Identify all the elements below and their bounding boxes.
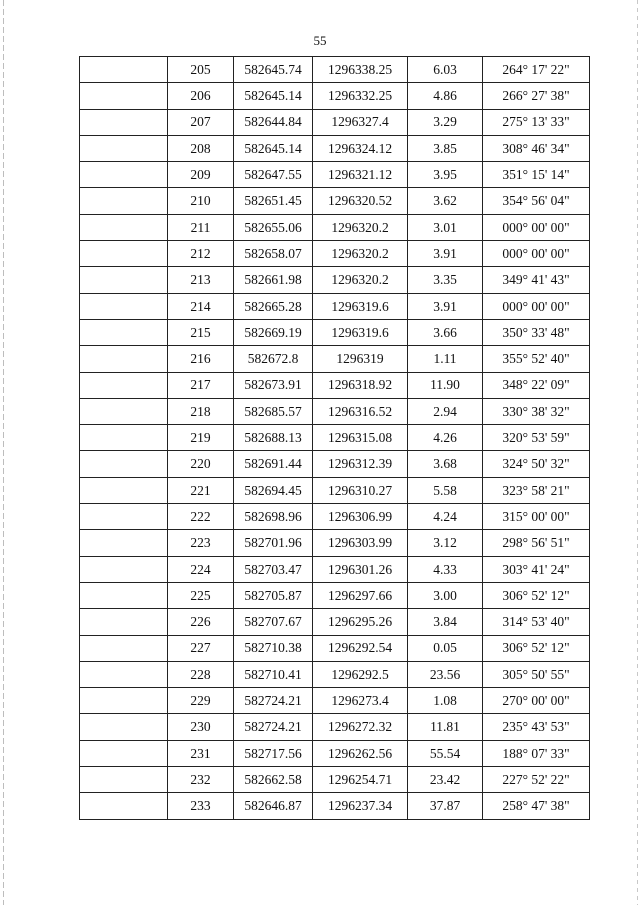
table-row <box>80 530 590 556</box>
distance-cell: 4.24 <box>408 504 483 530</box>
y-coordinate-cell: 1296292.5 <box>313 661 408 687</box>
parcel-cell <box>80 688 168 714</box>
distance-cell: 3.29 <box>408 109 483 135</box>
parcel-cell <box>80 530 168 556</box>
y-coordinate-cell: 1296301.26 <box>313 556 408 582</box>
y-coordinate-cell: 1296262.56 <box>313 740 408 766</box>
distance-cell: 2.94 <box>408 398 483 424</box>
point-number-cell: 220 <box>168 451 234 477</box>
x-coordinate-cell: 582658.07 <box>234 241 313 267</box>
point-number-cell: 207 <box>168 109 234 135</box>
bearing-cell: 266° 27' 38" <box>483 83 590 109</box>
bearing-cell: 320° 53' 59" <box>483 425 590 451</box>
bearing-cell: 354° 56' 04" <box>483 188 590 214</box>
bearing-cell: 324° 50' 32" <box>483 451 590 477</box>
coordinates-table-body <box>80 57 590 820</box>
x-coordinate-cell: 582701.96 <box>234 530 313 556</box>
point-number-cell: 218 <box>168 398 234 424</box>
y-coordinate-cell: 1296316.52 <box>313 398 408 424</box>
bearing-cell: 350° 33' 48" <box>483 319 590 345</box>
table-row <box>80 109 590 135</box>
parcel-cell <box>80 477 168 503</box>
parcel-cell <box>80 609 168 635</box>
table-row <box>80 241 590 267</box>
parcel-cell <box>80 661 168 687</box>
point-number-cell: 209 <box>168 162 234 188</box>
table-row <box>80 688 590 714</box>
x-coordinate-cell: 582724.21 <box>234 688 313 714</box>
point-number-cell: 230 <box>168 714 234 740</box>
x-coordinate-cell: 582685.57 <box>234 398 313 424</box>
bearing-cell: 275° 13' 33" <box>483 109 590 135</box>
x-coordinate-cell: 582645.14 <box>234 83 313 109</box>
y-coordinate-cell: 1296320.52 <box>313 188 408 214</box>
parcel-cell <box>80 267 168 293</box>
parcel-cell <box>80 109 168 135</box>
x-coordinate-cell: 582688.13 <box>234 425 313 451</box>
parcel-cell <box>80 214 168 240</box>
table-row <box>80 135 590 161</box>
table-row <box>80 398 590 424</box>
bearing-cell: 000° 00' 00" <box>483 214 590 240</box>
parcel-cell <box>80 556 168 582</box>
y-coordinate-cell: 1296327.4 <box>313 109 408 135</box>
point-number-cell: 233 <box>168 793 234 819</box>
scan-edge-left <box>3 0 4 905</box>
distance-cell: 4.86 <box>408 83 483 109</box>
x-coordinate-cell: 582694.45 <box>234 477 313 503</box>
table-row <box>80 714 590 740</box>
x-coordinate-cell: 582655.06 <box>234 214 313 240</box>
point-number-cell: 228 <box>168 661 234 687</box>
table-row <box>80 767 590 793</box>
x-coordinate-cell: 582645.74 <box>234 57 313 83</box>
distance-cell: 1.08 <box>408 688 483 714</box>
table-row <box>80 609 590 635</box>
parcel-cell <box>80 346 168 372</box>
y-coordinate-cell: 1296315.08 <box>313 425 408 451</box>
bearing-cell: 306° 52' 12" <box>483 635 590 661</box>
y-coordinate-cell: 1296312.39 <box>313 451 408 477</box>
x-coordinate-cell: 582662.58 <box>234 767 313 793</box>
distance-cell: 3.91 <box>408 241 483 267</box>
y-coordinate-cell: 1296338.25 <box>313 57 408 83</box>
table-row <box>80 740 590 766</box>
point-number-cell: 229 <box>168 688 234 714</box>
table-row <box>80 425 590 451</box>
point-number-cell: 205 <box>168 57 234 83</box>
distance-cell: 3.01 <box>408 214 483 240</box>
bearing-cell: 305° 50' 55" <box>483 661 590 687</box>
table-row <box>80 556 590 582</box>
x-coordinate-cell: 582717.56 <box>234 740 313 766</box>
bearing-cell: 258° 47' 38" <box>483 793 590 819</box>
y-coordinate-cell: 1296319.6 <box>313 319 408 345</box>
bearing-cell: 264° 17' 22" <box>483 57 590 83</box>
distance-cell: 3.35 <box>408 267 483 293</box>
distance-cell: 3.84 <box>408 609 483 635</box>
distance-cell: 3.95 <box>408 162 483 188</box>
distance-cell: 0.05 <box>408 635 483 661</box>
point-number-cell: 208 <box>168 135 234 161</box>
distance-cell: 5.58 <box>408 477 483 503</box>
y-coordinate-cell: 1296295.26 <box>313 609 408 635</box>
x-coordinate-cell: 582710.38 <box>234 635 313 661</box>
y-coordinate-cell: 1296306.99 <box>313 504 408 530</box>
y-coordinate-cell: 1296319 <box>313 346 408 372</box>
bearing-cell: 315° 00' 00" <box>483 504 590 530</box>
point-number-cell: 222 <box>168 504 234 530</box>
table-row <box>80 267 590 293</box>
distance-cell: 11.90 <box>408 372 483 398</box>
parcel-cell <box>80 293 168 319</box>
x-coordinate-cell: 582707.67 <box>234 609 313 635</box>
distance-cell: 11.81 <box>408 714 483 740</box>
table-row <box>80 635 590 661</box>
point-number-cell: 219 <box>168 425 234 451</box>
bearing-cell: 000° 00' 00" <box>483 293 590 319</box>
table-row <box>80 477 590 503</box>
x-coordinate-cell: 582691.44 <box>234 451 313 477</box>
x-coordinate-cell: 582710.41 <box>234 661 313 687</box>
y-coordinate-cell: 1296320.2 <box>313 214 408 240</box>
parcel-cell <box>80 793 168 819</box>
x-coordinate-cell: 582705.87 <box>234 582 313 608</box>
bearing-cell: 349° 41' 43" <box>483 267 590 293</box>
bearing-cell: 330° 38' 32" <box>483 398 590 424</box>
parcel-cell <box>80 162 168 188</box>
y-coordinate-cell: 1296273.4 <box>313 688 408 714</box>
table-row <box>80 293 590 319</box>
point-number-cell: 215 <box>168 319 234 345</box>
parcel-cell <box>80 135 168 161</box>
parcel-cell <box>80 425 168 451</box>
point-number-cell: 224 <box>168 556 234 582</box>
point-number-cell: 216 <box>168 346 234 372</box>
bearing-cell: 348° 22' 09" <box>483 372 590 398</box>
parcel-cell <box>80 319 168 345</box>
scan-edge-right <box>637 0 638 905</box>
x-coordinate-cell: 582703.47 <box>234 556 313 582</box>
distance-cell: 23.56 <box>408 661 483 687</box>
point-number-cell: 232 <box>168 767 234 793</box>
table-row <box>80 793 590 819</box>
table-row <box>80 188 590 214</box>
x-coordinate-cell: 582644.84 <box>234 109 313 135</box>
point-number-cell: 231 <box>168 740 234 766</box>
bearing-cell: 227° 52' 22" <box>483 767 590 793</box>
table-row <box>80 214 590 240</box>
bearing-cell: 306° 52' 12" <box>483 582 590 608</box>
parcel-cell <box>80 714 168 740</box>
table-row <box>80 346 590 372</box>
x-coordinate-cell: 582673.91 <box>234 372 313 398</box>
distance-cell: 3.68 <box>408 451 483 477</box>
y-coordinate-cell: 1296321.12 <box>313 162 408 188</box>
y-coordinate-cell: 1296292.54 <box>313 635 408 661</box>
bearing-cell: 314° 53' 40" <box>483 609 590 635</box>
y-coordinate-cell: 1296332.25 <box>313 83 408 109</box>
parcel-cell <box>80 767 168 793</box>
x-coordinate-cell: 582645.14 <box>234 135 313 161</box>
x-coordinate-cell: 582669.19 <box>234 319 313 345</box>
y-coordinate-cell: 1296272.32 <box>313 714 408 740</box>
y-coordinate-cell: 1296310.27 <box>313 477 408 503</box>
point-number-cell: 206 <box>168 83 234 109</box>
bearing-cell: 351° 15' 14" <box>483 162 590 188</box>
parcel-cell <box>80 372 168 398</box>
table-row <box>80 162 590 188</box>
parcel-cell <box>80 57 168 83</box>
distance-cell: 3.91 <box>408 293 483 319</box>
bearing-cell: 298° 56' 51" <box>483 530 590 556</box>
y-coordinate-cell: 1296254.71 <box>313 767 408 793</box>
y-coordinate-cell: 1296319.6 <box>313 293 408 319</box>
bearing-cell: 235° 43' 53" <box>483 714 590 740</box>
x-coordinate-cell: 582661.98 <box>234 267 313 293</box>
point-number-cell: 225 <box>168 582 234 608</box>
x-coordinate-cell: 582647.55 <box>234 162 313 188</box>
parcel-cell <box>80 188 168 214</box>
point-number-cell: 212 <box>168 241 234 267</box>
distance-cell: 3.00 <box>408 582 483 608</box>
x-coordinate-cell: 582665.28 <box>234 293 313 319</box>
bearing-cell: 303° 41' 24" <box>483 556 590 582</box>
point-number-cell: 227 <box>168 635 234 661</box>
y-coordinate-cell: 1296297.66 <box>313 582 408 608</box>
point-number-cell: 210 <box>168 188 234 214</box>
point-number-cell: 226 <box>168 609 234 635</box>
parcel-cell <box>80 504 168 530</box>
coordinates-table <box>79 56 590 820</box>
distance-cell: 3.12 <box>408 530 483 556</box>
bearing-cell: 188° 07' 33" <box>483 740 590 766</box>
bearing-cell: 355° 52' 40" <box>483 346 590 372</box>
point-number-cell: 214 <box>168 293 234 319</box>
distance-cell: 3.85 <box>408 135 483 161</box>
bearing-cell: 000° 00' 00" <box>483 241 590 267</box>
y-coordinate-cell: 1296320.2 <box>313 241 408 267</box>
parcel-cell <box>80 740 168 766</box>
distance-cell: 23.42 <box>408 767 483 793</box>
distance-cell: 3.62 <box>408 188 483 214</box>
bearing-cell: 308° 46' 34" <box>483 135 590 161</box>
x-coordinate-cell: 582698.96 <box>234 504 313 530</box>
x-coordinate-cell: 582646.87 <box>234 793 313 819</box>
table-row <box>80 582 590 608</box>
parcel-cell <box>80 635 168 661</box>
distance-cell: 3.66 <box>408 319 483 345</box>
table-row <box>80 57 590 83</box>
table-row <box>80 451 590 477</box>
point-number-cell: 211 <box>168 214 234 240</box>
point-number-cell: 221 <box>168 477 234 503</box>
bearing-cell: 323° 58' 21" <box>483 477 590 503</box>
distance-cell: 1.11 <box>408 346 483 372</box>
x-coordinate-cell: 582672.8 <box>234 346 313 372</box>
table-row <box>80 83 590 109</box>
y-coordinate-cell: 1296237.34 <box>313 793 408 819</box>
distance-cell: 55.54 <box>408 740 483 766</box>
parcel-cell <box>80 83 168 109</box>
y-coordinate-cell: 1296320.2 <box>313 267 408 293</box>
distance-cell: 4.26 <box>408 425 483 451</box>
distance-cell: 4.33 <box>408 556 483 582</box>
table-row <box>80 661 590 687</box>
parcel-cell <box>80 241 168 267</box>
parcel-cell <box>80 451 168 477</box>
table-row <box>80 319 590 345</box>
point-number-cell: 213 <box>168 267 234 293</box>
table-row <box>80 504 590 530</box>
x-coordinate-cell: 582651.45 <box>234 188 313 214</box>
page-number: 55 <box>313 33 327 48</box>
y-coordinate-cell: 1296303.99 <box>313 530 408 556</box>
x-coordinate-cell: 582724.21 <box>234 714 313 740</box>
parcel-cell <box>80 582 168 608</box>
point-number-cell: 217 <box>168 372 234 398</box>
table-row <box>80 372 590 398</box>
distance-cell: 37.87 <box>408 793 483 819</box>
y-coordinate-cell: 1296318.92 <box>313 372 408 398</box>
bearing-cell: 270° 00' 00" <box>483 688 590 714</box>
distance-cell: 6.03 <box>408 57 483 83</box>
point-number-cell: 223 <box>168 530 234 556</box>
parcel-cell <box>80 398 168 424</box>
y-coordinate-cell: 1296324.12 <box>313 135 408 161</box>
